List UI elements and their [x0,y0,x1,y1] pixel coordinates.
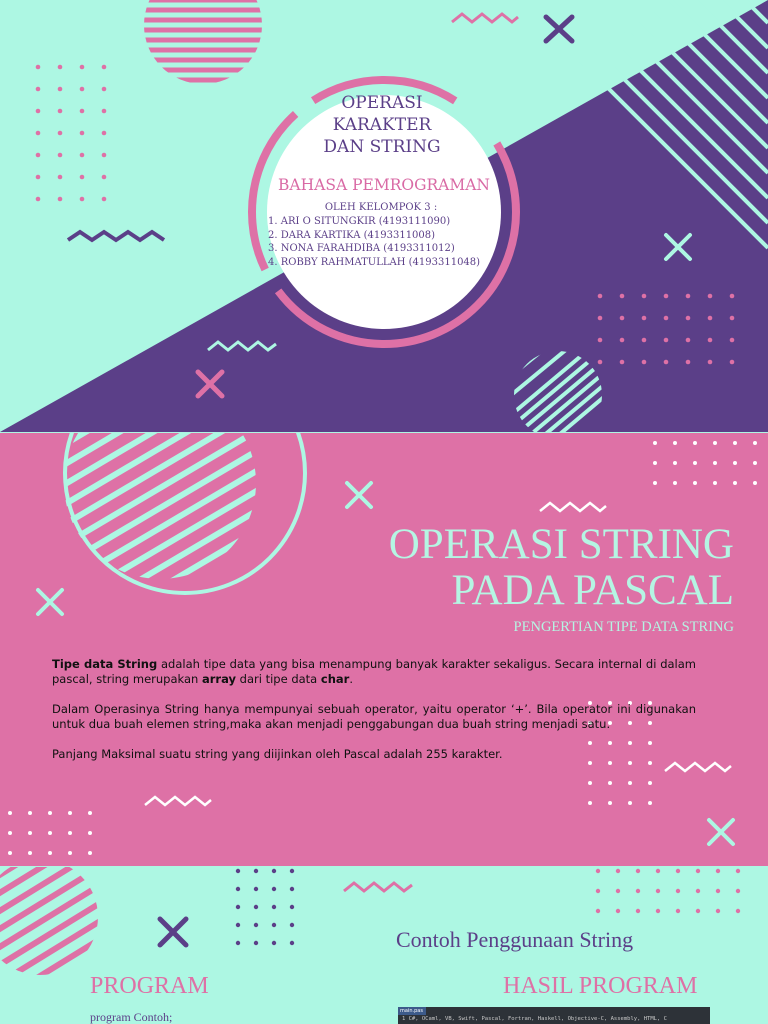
member-list [268,215,508,269]
zigzag-bottom-left [145,797,211,805]
zigzag-top [452,14,518,22]
paragraph-text: adalah tipe data yang bisa menampung banyak karakter sekaligus. Secara internal di dalam pascal, string merupakan [52,657,696,686]
paragraph-2: Dalam Operasinya String hanya mempunyai sebuah operator, yaitu operator ‘+’. Bila operator ini digunakan untuk dua buah elemen string,maka akan menjadi penggabungan dua buah string menjadi satu. [52,702,696,731]
terminal-tab: main.pas [398,1007,426,1015]
title-slide-subtitle: BAHASA PEMROGRAMAN [278,176,490,194]
example-slide-decoration [0,867,768,1024]
terminal-output: 1 C#, OCaml, VB, Swift, Pascal, Fortran, Haskell, Objective-C, Assembly, HTML, C [402,1016,667,1022]
striped-circle [0,867,110,1024]
title-line-2: PADA PASCAL [451,567,734,614]
cross-top-right [546,17,572,41]
member-item: 3. NONA FARAHDIBA (4193311012) [268,243,455,254]
string-definition-slide [0,433,768,866]
title-line-2: KARAKTER [332,115,432,135]
dot-grid-center [236,869,294,945]
output-label: HASIL PROGRAM [503,973,698,999]
dot-grid-top-right [653,441,757,485]
definition-body [52,657,696,777]
paragraph-text: dari tipe data [236,672,321,686]
cross-upper [347,483,371,507]
zigzag [344,883,412,891]
group-label: OLEH KELOMPOK 3 : [324,202,438,213]
paragraph-3: Panjang Maksimal suatu string yang diijinkan oleh Pascal adalah 255 karakter. [52,747,503,761]
title-line-1: OPERASI [341,93,423,113]
definition-slide-title [389,522,734,614]
title-slide [0,0,768,432]
dot-grid-right [596,869,740,913]
definition-slide-subtitle: PENGERTIAN TIPE DATA STRING [513,619,734,635]
bold-text: array [201,672,236,686]
member-item: 4. ROBBY RAHMATULLAH (4193311048) [268,256,481,268]
string-example-slide [0,867,768,1024]
output-terminal [398,1007,710,1024]
example-heading: Contoh Penggunaan String [396,927,634,952]
bold-text: char [320,672,350,686]
title-line-3: DAN STRING [323,137,441,157]
bold-text: Tipe data String [52,657,158,671]
cross-lower-right [709,820,733,844]
title-slide-heading [270,92,494,158]
cross-left [38,590,62,614]
paragraph-text: . [349,672,353,686]
zigzag-left [68,232,164,240]
dot-grid-bottom-left [8,811,92,855]
paragraph-1 [52,657,696,687]
cross [160,919,186,945]
title-line-1: OPERASI STRING [388,521,734,568]
definition-slide-decoration [0,433,768,866]
zigzag-top [540,503,606,511]
member-item: 2. DARA KARTIKA (4193311008) [268,229,436,241]
program-label: PROGRAM [90,973,209,999]
dot-grid-left [36,65,107,202]
striped-circle [50,433,270,653]
member-item: 1. ARI O SITUNGKIR (4193111090) [268,216,451,227]
striped-circle-top [120,0,290,80]
code-line: program Contoh; [90,1010,173,1024]
